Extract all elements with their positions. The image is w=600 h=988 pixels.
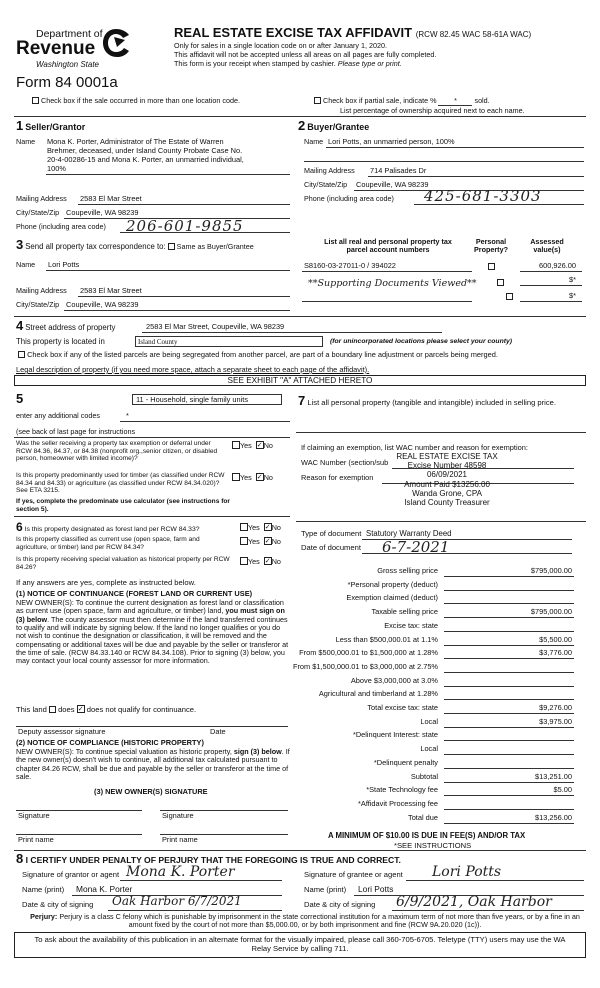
tax-row [296,731,586,743]
certify-heading: 8 I CERTIFY UNDER PENALTY OF PERJURY THAT THE FOREGOING IS TRUE AND CORRECT. [16,851,401,866]
checked-icon[interactable]: ✓ [256,442,263,450]
s6-yes: Yes [248,537,260,546]
tax-row-label: Excise tax: state [384,620,438,630]
s6-q1-answer[interactable] [240,524,281,532]
continuance-check[interactable] [16,706,196,715]
seller-phone-label: Phone (including area code) [16,222,106,231]
s6-no: No [271,557,281,566]
checkbox-icon[interactable] [232,473,240,481]
tax-row [292,661,586,675]
seller-name-line-4[interactable]: 100% [47,164,66,173]
dor-logo-icon [100,26,132,60]
parcel-value-2[interactable]: $* [569,275,576,284]
partial-sale-check[interactable] [314,97,490,106]
seller-phone[interactable]: 206-601-9855 [126,217,244,235]
legal-description: SEE EXHIBIT "A" ATTACHED HERETO [227,376,373,385]
owner-sig-2-label: Signature [162,811,194,820]
grantor-name[interactable]: Mona K. Porter [76,884,133,894]
checkbox-icon[interactable] [240,523,248,531]
segregated-check[interactable] [18,351,498,360]
tax-row-value[interactable] [444,759,574,769]
s6-q2-answer[interactable] [240,538,281,546]
s5-yes: Yes [240,473,252,482]
subtitle-3-italic: Please type or print. [337,59,402,68]
grantee-date-city[interactable]: 6/9/2021, Oak Harbor [396,894,552,910]
s6-question-2: Is this property classified as current use (open space, farm and agriculture, or timber) land per RCW 84.34? [16,536,200,551]
s5-no: No [263,473,273,482]
tax-row [296,718,586,730]
grantor-sig-label: Signature of grantor or agent [22,870,120,879]
notice1-title: (1) NOTICE OF CONTINUANCE (FOREST LAND OR CURRENT USE) [16,589,253,598]
property-heading: 4 Street address of property [16,318,116,333]
s6-question-3: Is this property receiving special valuation as historical property per RCW 84.26? [16,556,230,571]
seller-name-line-3[interactable]: 20-4-00286-15 and Mona K. Porter, an unmarried individual, [47,155,244,164]
dept-line2: Revenue [16,38,96,59]
doc-type-label: Type of document [301,529,362,538]
tax-row-label: *Personal property (deduct) [347,579,438,589]
wac-label: WAC Number (section/sub [301,458,389,467]
seller-heading: 1 Seller/Grantor [16,118,86,133]
grantee-name-label: Name (print) [304,885,347,894]
buyer-heading: 2 Buyer/Grantee [298,118,370,133]
buyer-mailing-label: Mailing Address [304,166,355,175]
parcel-value-3[interactable]: $* [569,291,576,300]
tax-row-value[interactable]: $5.00 [444,786,574,796]
seller-name-line-1[interactable]: Mona K. Porter, Administrator of The Estate of Warren [47,137,224,146]
seller-name-label: Name [16,137,36,146]
tax-row-label: *Delinquent penalty [373,757,438,767]
located-label: This property is located in [16,337,105,346]
dept-line1: Department of [36,28,103,40]
form-title: REAL ESTATE EXCISE TAX AFFIDAVIT (RCW 82.45 WAC 58-61A WAC) [174,25,532,40]
buyer-name-label: Name [304,137,324,146]
tax-row [296,759,586,771]
tax-row-value[interactable]: $13,256.00 [444,814,574,824]
s5-q2-note: If yes, complete the predominate use calculator (see instructions for section 5). [16,498,230,513]
checkbox-icon[interactable] [232,441,240,449]
corr-city-label: City/State/Zip [16,300,60,309]
owner-print-1-label: Print name [18,835,54,844]
personal-checkbox-1[interactable] [488,263,495,270]
checkbox-icon[interactable] [18,351,25,358]
grantor-date-label: Date & city of signing [22,900,94,909]
partial-sale-label-a: Check box if partial sale, indicate % [323,96,437,105]
tax-row-label: Total due [408,812,438,822]
excise-stamp: REAL ESTATE EXCISE TAX Excise Number 48598 06/09/2021 Amount Paid $13256.00 Wanda Grone, CPA Island County Treasurer [396,452,498,507]
tax-row-label: Subtotal [410,771,438,781]
seller-city[interactable]: Coupeville, WA 98239 [66,208,139,217]
s5-q2-answer[interactable] [232,474,273,482]
personal-checkbox-3[interactable] [506,293,513,300]
tax-row-label: Gross selling price [377,566,438,575]
s5-q1-answer[interactable] [232,442,273,450]
tax-row-value[interactable] [444,745,574,755]
same-as-buyer-label: Same as Buyer/Grantee [176,242,254,251]
personal-checkbox-2[interactable] [497,279,504,286]
s5-question-1: Was the seller receiving a property tax exemption or deferral under RCW 84.36, 84.37, or 84.38 (nonprofit org.,senior citizen, or disabled person, homeowner with limited income)? [16,440,218,463]
dept-line3: Washington State [36,60,100,69]
tax-row-label: Taxable selling price [371,607,438,617]
tax-row-value[interactable] [444,594,574,604]
buyer-phone[interactable]: 425-681-3303 [424,187,542,205]
s6-yes: Yes [248,557,260,566]
grantee-date-label: Date & city of signing [304,900,376,909]
s6-no: No [271,523,281,532]
doc-date-label: Date of document [301,543,361,552]
tax-row-value[interactable] [444,581,574,591]
doc-date[interactable]: 6-7-2021 [382,538,450,556]
section7: 7 List all personal property (tangible and intangible) included in selling price. [298,393,556,408]
form-number: Form 84 0001a [16,74,118,91]
subtitle-3: This form is your receipt when stamped by cashier. Please type or print. [174,59,402,68]
tax-row [296,622,586,634]
tax-row-label: From $1,500,000.01 to $3,000,000 at 2.75% [292,661,438,671]
buyer-city-label: City/State/Zip [304,180,348,189]
footer-text: To ask about the availability of this publication in an alternate format for the visually impaired, please call 360-705-6705. Teletype (TTY) users may use the WA Relay Service by calling 711. [34,935,566,953]
additional-codes[interactable]: * [126,411,129,420]
tax-row-label: Less than $500,000.01 at 1.1% [335,634,438,644]
seller-city-label: City/State/Zip [16,208,60,217]
tax-row [296,745,586,757]
grantor-name-label: Name (print) [22,885,65,894]
tax-row-value[interactable] [444,731,574,741]
tax-row [296,636,586,648]
parcel-value-1[interactable]: 600,926.00 [539,261,576,270]
correspondence-heading: 3 Send all property tax correspondence to: Same as Buyer/Grantee [16,237,254,252]
tax-row-label: Agricultural and timberland at 1.28% [318,689,438,699]
partial-sale-label-b: sold. [474,96,490,105]
subtitle-1: Only for sales in a single location code on or after January 1, 2020. [174,41,387,50]
use-code-select[interactable]: 11 - Household, single family units [132,394,282,405]
tax-row-value[interactable]: $795,000.00 [444,567,574,577]
notice2-body: NEW OWNER(S): To continue special valuation as historic property, sign (3) below. If the new owner(s) doesn't wish to continue, all additional tax calculated pursuant to chapter 84.26 RCW, shall be due and payable by the seller or transferor at the time of sale. [16,747,290,781]
tax-row-label: *Delinquent Interest: state [352,730,438,740]
tax-row [296,786,586,798]
see-instructions-note: *SEE INSTRUCTIONS [394,841,472,850]
minimum-fee-note: A MINIMUM OF $10.00 IS DUE IN FEE(S) AND/OR TAX [328,831,526,840]
notice2-title: (2) NOTICE OF COMPLIANCE (HISTORIC PROPERTY) [16,738,204,747]
buyer-mailing[interactable]: 714 Palisades Dr [370,166,427,175]
deputy-sig-label: Deputy assessor signature [18,727,106,736]
personal-col-header: Personal Property? [474,237,508,255]
checked-icon[interactable]: ✓ [264,558,271,566]
checked-icon[interactable]: ✓ [77,706,84,713]
tax-row [296,594,586,606]
notice3-title: (3) NEW OWNER(S) SIGNATURE [94,787,208,796]
deputy-date-label: Date [210,727,226,736]
segregated-label: Check box if any of the listed parcels are being segregated from another parcel, are part of a boundary line adjustment or parcels being merged. [27,350,498,359]
tax-row [296,800,586,812]
form-title-ref: (RCW 82.45 WAC 58-61A WAC) [415,30,532,39]
doc-type[interactable]: Statutory Warranty Deed [366,529,452,538]
s6-yes: Yes [248,523,260,532]
grantor-date-city[interactable]: Oak Harbor 6/7/2021 [112,894,242,908]
corr-city[interactable]: Coupeville, WA 98239 [66,300,139,309]
s6-question-1: 6 Is this property designated as forest land per RCW 84.33? [16,520,200,534]
parcel-row-1[interactable]: S8160-03-27011-0 / 394022 [304,261,396,270]
corr-name[interactable]: Lori Potts [48,260,80,269]
checkbox-icon[interactable] [168,243,175,250]
grantee-sig-label: Signature of grantee or agent [304,870,403,879]
tax-row [296,567,586,579]
seller-mailing-label: Mailing Address [16,194,67,203]
this-land-label: This land [16,705,47,714]
corr-name-label: Name [16,260,36,269]
partial-sale-pct[interactable]: * [438,97,472,106]
tax-row-value[interactable] [444,677,574,687]
tax-row-value[interactable] [444,800,574,810]
tax-row [296,814,586,826]
tax-row-value[interactable] [444,622,574,632]
perjury-note: Perjury: Perjury is a class C felony which is punishable by imprisonment in the state correctional institution for a maximum term of not more than five years, or by a fine in an amount fixed by the court of not more than $5,000.00, or by both imprisonment and fine (RCW 9A.20.020 (1c)). [30,912,580,930]
tax-row-value[interactable] [444,690,574,700]
tax-row [296,773,586,785]
parcel-row-2[interactable]: **Supporting Documents Viewed** [308,278,477,289]
see-back-note: (see back of last page for instructions [16,427,136,436]
tax-row-label: *Affidavit Processing fee [358,798,438,808]
tax-row-value[interactable]: $3,975.00 [444,718,574,728]
additional-codes-label: enter any additional codes [16,411,100,420]
tax-row [296,704,586,716]
corr-mailing[interactable]: 2583 El Mar Street [80,286,142,295]
multi-location-label: Check box if the sale occurred in more than one location code. [41,96,240,105]
tax-row [296,649,586,661]
checked-icon[interactable]: ✓ [264,524,271,532]
section5-num: 5 [16,391,24,406]
tax-row-label: From $500,000.01 to $1,500,000 at 1.28% [299,648,438,658]
tax-row-value[interactable]: $3,776.00 [444,649,574,659]
owner-sig-1-label: Signature [18,811,50,820]
tax-row-label: *State Technology fee [366,785,438,795]
s6-q3-answer[interactable] [240,558,281,566]
does-not-label: does not qualify for continuance. [86,705,197,714]
notice1-body: NEW OWNER(S): To continue the current designation as forest land or classification as current use (open space, farm and agriculture, or timber) land, you must sign on (3) below. The county assessor must then determine if the land transferred continues to qualify and will indicate by signing below. If the land no longer qualifies or you do not wish to continue the designation or classification, it will be removed and the compensating or additional taxes will be due and payable by the seller or transferor at the time of sale. (RCW 84.33.140 or RCW 84.34.108). Prior to signing (3) below, you may contact your local county assessor for more information. [16,598,289,666]
tax-row-value[interactable]: $13,251.00 [444,773,574,783]
tax-row-label: Local [420,716,438,726]
tax-row-label: Exemption claimed (deduct) [346,593,438,603]
s5-question-2: Is this property predominantly used for timber (as classified under RCW 84.34 and 84.33) or agriculture (as classified under RCW 84.34.020)? See ETA 3215. [16,472,225,495]
checkbox-icon[interactable] [240,557,248,565]
checkbox-icon[interactable] [32,97,39,104]
buyer-name[interactable]: Lori Potts, an unmarried person, 100% [328,137,455,146]
tax-row-value[interactable] [444,663,574,673]
list-percentage-note: List percentage of ownership acquired next to each name. [340,106,525,115]
seller-name-line-2[interactable]: Brehmer, deceased, under Island County Probate Case No. [47,146,243,155]
owner-print-2-label: Print name [162,835,198,844]
tax-row-value[interactable]: $9,276.00 [444,704,574,714]
assessed-col-header: Assessed value(s) [530,237,564,255]
tax-row [296,608,586,620]
does-label: does [58,705,75,714]
grantor-signature[interactable]: Mona K. Porter [126,864,235,880]
s5-yes: Yes [240,441,252,450]
tax-row [296,581,586,593]
checked-icon[interactable]: ✓ [256,474,263,482]
reason-label: Reason for exemption [301,473,374,482]
subtitle-2: This affidavit will not be accepted unless all areas on all pages are fully completed. [174,50,437,59]
seller-mailing[interactable]: 2583 El Mar Street [80,194,142,203]
s6-no: No [271,537,281,546]
s5-no: No [263,441,273,450]
checkbox-icon[interactable] [240,537,248,545]
tax-row-label: Local [420,744,438,754]
tax-row-value[interactable]: $795,000.00 [444,608,574,618]
corr-mailing-label: Mailing Address [16,286,67,295]
tax-row-label: Above $3,000,000 at 3.0% [350,675,438,685]
grantee-signature[interactable]: Lori Potts [432,864,502,880]
checkbox-icon[interactable] [49,706,56,713]
buyer-city[interactable]: Coupeville, WA 98239 [356,180,429,189]
tax-row-label: Total excise tax: state [367,703,438,712]
located-county[interactable]: Island County [135,336,323,347]
any-yes-note: If any answers are yes, complete as instructed below. [16,578,196,587]
tax-row [296,677,586,689]
tax-row [296,690,586,702]
legal-label: Legal description of property (if you need more space, attach a separate sheet to each page of the affidavit). [16,365,370,374]
checkbox-icon[interactable] [314,97,321,104]
checked-icon[interactable]: ✓ [264,538,271,546]
multi-location-check[interactable] [32,97,240,105]
tax-row-value[interactable]: $5,500.00 [444,636,574,646]
located-note: (for unincorporated locations please select your county) [330,338,513,345]
property-street[interactable]: 2583 El Mar Street, Coupeville, WA 98239 [146,322,285,331]
wac-claim: If claiming an exemption, list WAC number and reason for exemption: [301,443,528,452]
parcel-col-header: List all real and personal property tax parcel account numbers [324,237,452,255]
buyer-phone-label: Phone (including area code) [304,194,394,203]
grantee-name[interactable]: Lori Potts [358,884,394,894]
